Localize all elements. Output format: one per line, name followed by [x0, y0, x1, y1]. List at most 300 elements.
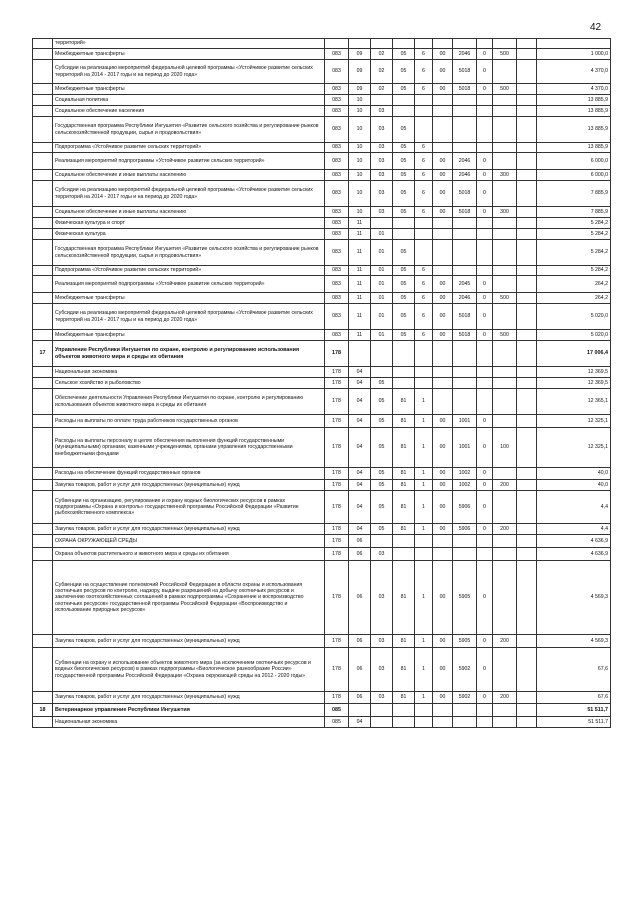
table-row — [33, 293, 611, 304]
table-row — [33, 39, 611, 49]
cell-d: 81 — [393, 480, 415, 491]
cell-f: 00 — [433, 428, 453, 468]
cell-g — [453, 266, 477, 276]
cell-a: 178 — [325, 389, 349, 415]
cell-e — [415, 240, 433, 266]
cell-amount: 51 511,7 — [537, 704, 611, 717]
cell-b: 06 — [349, 635, 371, 648]
cell-g: 2046 — [453, 293, 477, 304]
cell-j — [517, 153, 537, 170]
cell-d: 81 — [393, 468, 415, 480]
cell-c: 05 — [371, 524, 393, 535]
cell-j — [517, 181, 537, 207]
cell-a: 083 — [325, 293, 349, 304]
cell-d: 05 — [393, 276, 415, 293]
cell-f: 00 — [433, 415, 453, 428]
cell-i — [493, 181, 517, 207]
cell-no: 18 — [33, 704, 53, 717]
table-row — [33, 276, 611, 293]
cell-amount: 4 636,9 — [537, 535, 611, 548]
cell-a: 083 — [325, 95, 349, 106]
cell-f — [433, 389, 453, 415]
cell-a: 083 — [325, 84, 349, 95]
cell-c — [371, 39, 393, 49]
cell-amount: 5 284,2 — [537, 266, 611, 276]
cell-j — [517, 524, 537, 535]
cell-name: Субвенции на охрану и использование объектов животного мира (за исключением охотничьих ресурсов и водных биологических ресурсов) в рамках подпрограммы «Биологическое разнообразие России» государственной программы Российской Федерации «Охрана окружающей среды на 2012 - 2020 годы» — [53, 648, 325, 692]
cell-j — [517, 304, 537, 330]
cell-i: 500 — [493, 293, 517, 304]
cell-no — [33, 170, 53, 181]
cell-g — [453, 143, 477, 153]
cell-name: Субсидии на реализацию мероприятий федеральной целевой программы «Устойчивое развитие сельских территорий на 2014 - 2017 годы и на период до 2020 года» — [53, 304, 325, 330]
cell-e: 6 — [415, 60, 433, 84]
cell-e: 1 — [415, 428, 433, 468]
cell-j — [517, 49, 537, 60]
cell-c — [371, 717, 393, 728]
cell-c: 01 — [371, 229, 393, 240]
cell-c: 05 — [371, 428, 393, 468]
cell-name: Обеспечение деятельности Управления Республики Ингушетия по охране, контролю и регулированию использования объектов животного мира и среды их обитания — [53, 389, 325, 415]
cell-i — [493, 378, 517, 389]
cell-h: 0 — [477, 84, 493, 95]
cell-name: Реализация мероприятий подпрограммы «Устойчивое развитие сельских территорий» — [53, 153, 325, 170]
cell-e: 6 — [415, 153, 433, 170]
cell-amount: 4 569,3 — [537, 561, 611, 635]
cell-i — [493, 389, 517, 415]
cell-i — [493, 548, 517, 561]
cell-d: 81 — [393, 415, 415, 428]
table-body — [33, 39, 611, 728]
cell-f: 00 — [433, 84, 453, 95]
cell-b: 10 — [349, 95, 371, 106]
cell-name: Закупка товаров, работ и услуг для государственных (муниципальных) нужд — [53, 692, 325, 704]
cell-d: 81 — [393, 389, 415, 415]
cell-e — [415, 548, 433, 561]
cell-a: 083 — [325, 276, 349, 293]
table-row — [33, 229, 611, 240]
cell-g — [453, 535, 477, 548]
cell-e: 6 — [415, 293, 433, 304]
cell-b: 11 — [349, 240, 371, 266]
cell-e: 6 — [415, 49, 433, 60]
cell-i: 300 — [493, 207, 517, 218]
cell-e: 6 — [415, 276, 433, 293]
cell-j — [517, 535, 537, 548]
cell-amount: 40,0 — [537, 468, 611, 480]
cell-i: 500 — [493, 330, 517, 341]
cell-no — [33, 468, 53, 480]
cell-no — [33, 524, 53, 535]
cell-b: 04 — [349, 717, 371, 728]
cell-amount: 264,2 — [537, 293, 611, 304]
cell-e — [415, 378, 433, 389]
cell-no — [33, 428, 53, 468]
cell-amount: 4,4 — [537, 491, 611, 524]
cell-f: 00 — [433, 330, 453, 341]
cell-no — [33, 39, 53, 49]
cell-a: 178 — [325, 635, 349, 648]
cell-a: 178 — [325, 378, 349, 389]
cell-i — [493, 717, 517, 728]
cell-amount: 5 020,0 — [537, 304, 611, 330]
cell-j — [517, 378, 537, 389]
cell-h: 0 — [477, 561, 493, 635]
cell-g: 5018 — [453, 304, 477, 330]
cell-h: 0 — [477, 276, 493, 293]
cell-d — [393, 535, 415, 548]
page-number: 42 — [590, 22, 602, 33]
cell-c: 01 — [371, 266, 393, 276]
cell-e: 6 — [415, 170, 433, 181]
cell-b — [349, 39, 371, 49]
cell-h: 0 — [477, 480, 493, 491]
cell-amount: 4 370,0 — [537, 60, 611, 84]
cell-b: 04 — [349, 480, 371, 491]
cell-amount: 12 325,1 — [537, 415, 611, 428]
cell-f: 00 — [433, 468, 453, 480]
cell-name: Управление Республики Ингушетия по охране, контролю и регулированию использования объектов животного мира и среды их обитания — [53, 341, 325, 367]
cell-a — [325, 39, 349, 49]
cell-g: 1002 — [453, 468, 477, 480]
cell-g — [453, 39, 477, 49]
cell-b: 10 — [349, 207, 371, 218]
cell-d — [393, 95, 415, 106]
cell-a: 083 — [325, 153, 349, 170]
cell-e: 1 — [415, 389, 433, 415]
budget-table — [32, 38, 611, 728]
cell-no — [33, 84, 53, 95]
table-row — [33, 561, 611, 635]
cell-j — [517, 330, 537, 341]
cell-j — [517, 367, 537, 378]
cell-i — [493, 229, 517, 240]
cell-d — [393, 704, 415, 717]
cell-name: Социальное обеспечение и иные выплаты населению — [53, 207, 325, 218]
cell-h: 0 — [477, 49, 493, 60]
table-row — [33, 181, 611, 207]
cell-j — [517, 266, 537, 276]
cell-amount: 40,0 — [537, 480, 611, 491]
cell-a: 083 — [325, 106, 349, 117]
cell-h — [477, 240, 493, 266]
cell-name: Межбюджетные трансферты — [53, 84, 325, 95]
cell-b: 04 — [349, 468, 371, 480]
cell-c: 01 — [371, 330, 393, 341]
cell-i: 100 — [493, 428, 517, 468]
cell-b: 11 — [349, 229, 371, 240]
cell-e — [415, 106, 433, 117]
cell-h: 0 — [477, 468, 493, 480]
cell-h: 0 — [477, 293, 493, 304]
cell-i — [493, 266, 517, 276]
cell-e: 1 — [415, 468, 433, 480]
cell-name: Подпрограмма «Устойчивое развитие сельских территорий» — [53, 266, 325, 276]
cell-name: Социальное обеспечение и иные выплаты населению — [53, 170, 325, 181]
cell-f — [433, 143, 453, 153]
cell-e — [415, 95, 433, 106]
cell-amount: 12 325,1 — [537, 428, 611, 468]
cell-j — [517, 143, 537, 153]
cell-g — [453, 548, 477, 561]
cell-c: 02 — [371, 84, 393, 95]
cell-f: 00 — [433, 648, 453, 692]
cell-f — [433, 229, 453, 240]
cell-j — [517, 561, 537, 635]
cell-d: 05 — [393, 60, 415, 84]
cell-j — [517, 491, 537, 524]
cell-c: 03 — [371, 207, 393, 218]
table-row — [33, 218, 611, 229]
cell-b: 11 — [349, 218, 371, 229]
cell-no — [33, 415, 53, 428]
cell-name: Социальное обеспечение населения — [53, 106, 325, 117]
cell-j — [517, 717, 537, 728]
cell-d — [393, 39, 415, 49]
cell-d: 81 — [393, 648, 415, 692]
cell-j — [517, 428, 537, 468]
cell-a: 178 — [325, 415, 349, 428]
cell-h: 0 — [477, 330, 493, 341]
cell-g: 5018 — [453, 181, 477, 207]
cell-d: 05 — [393, 304, 415, 330]
cell-amount: 12 369,5 — [537, 367, 611, 378]
cell-j — [517, 692, 537, 704]
cell-h: 0 — [477, 635, 493, 648]
cell-no — [33, 648, 53, 692]
cell-amount: 7 885,9 — [537, 181, 611, 207]
cell-no — [33, 95, 53, 106]
cell-e: 6 — [415, 304, 433, 330]
cell-i — [493, 648, 517, 692]
cell-name: Государственная программа Республики Ингушетия «Развитие сельского хозяйства и регулирование рынков сельскохозяйственной продукции, сырья и продовольствия» — [53, 117, 325, 143]
cell-a: 178 — [325, 491, 349, 524]
cell-b: 11 — [349, 304, 371, 330]
table-row — [33, 428, 611, 468]
cell-b: 10 — [349, 153, 371, 170]
cell-a: 083 — [325, 304, 349, 330]
cell-c: 01 — [371, 304, 393, 330]
cell-c: 03 — [371, 106, 393, 117]
cell-a: 083 — [325, 266, 349, 276]
cell-d — [393, 367, 415, 378]
cell-i — [493, 143, 517, 153]
cell-e: 1 — [415, 491, 433, 524]
cell-h: 0 — [477, 181, 493, 207]
cell-j — [517, 548, 537, 561]
cell-j — [517, 170, 537, 181]
cell-d: 81 — [393, 692, 415, 704]
cell-b: 11 — [349, 293, 371, 304]
cell-no — [33, 480, 53, 491]
table-row — [33, 648, 611, 692]
cell-e — [415, 218, 433, 229]
cell-c: 05 — [371, 480, 393, 491]
cell-f — [433, 240, 453, 266]
cell-name: Межбюджетные трансферты — [53, 293, 325, 304]
cell-b: 06 — [349, 535, 371, 548]
cell-i — [493, 415, 517, 428]
cell-no — [33, 181, 53, 207]
cell-d: 05 — [393, 266, 415, 276]
cell-no — [33, 218, 53, 229]
cell-f: 00 — [433, 692, 453, 704]
cell-h — [477, 704, 493, 717]
cell-d: 05 — [393, 49, 415, 60]
cell-no — [33, 117, 53, 143]
cell-b: 11 — [349, 276, 371, 293]
cell-h: 0 — [477, 491, 493, 524]
cell-h: 0 — [477, 428, 493, 468]
cell-d — [393, 229, 415, 240]
cell-e — [415, 341, 433, 367]
table-row — [33, 143, 611, 153]
cell-a: 085 — [325, 704, 349, 717]
cell-d — [393, 218, 415, 229]
cell-e: 6 — [415, 143, 433, 153]
cell-i: 200 — [493, 635, 517, 648]
cell-h: 0 — [477, 524, 493, 535]
cell-j — [517, 276, 537, 293]
cell-amount: 51 511,7 — [537, 717, 611, 728]
cell-f: 00 — [433, 561, 453, 635]
cell-b: 04 — [349, 367, 371, 378]
table-row — [33, 266, 611, 276]
cell-c: 05 — [371, 415, 393, 428]
cell-a: 083 — [325, 117, 349, 143]
cell-b: 06 — [349, 692, 371, 704]
cell-c: 05 — [371, 389, 393, 415]
cell-b: 04 — [349, 415, 371, 428]
cell-name: Субсидии на реализацию мероприятий федеральной целевой программы «Устойчивое развитие сельских территорий на 2014 - 2017 годы и на период до 2020 года» — [53, 181, 325, 207]
cell-a: 178 — [325, 468, 349, 480]
cell-g: 5905 — [453, 635, 477, 648]
cell-name: Подпрограмма «Устойчивое развитие сельских территорий» — [53, 143, 325, 153]
cell-g — [453, 240, 477, 266]
cell-name: ОХРАНА ОКРУЖАЮЩЕЙ СРЕДЫ — [53, 535, 325, 548]
table-row — [33, 49, 611, 60]
cell-no — [33, 378, 53, 389]
cell-g: 5018 — [453, 207, 477, 218]
cell-b: 09 — [349, 60, 371, 84]
cell-i — [493, 341, 517, 367]
cell-j — [517, 415, 537, 428]
cell-f — [433, 535, 453, 548]
cell-no — [33, 153, 53, 170]
cell-c: 03 — [371, 561, 393, 635]
table-row — [33, 524, 611, 535]
cell-a: 178 — [325, 548, 349, 561]
cell-amount: 4 636,9 — [537, 548, 611, 561]
cell-name: Физическая культура — [53, 229, 325, 240]
cell-j — [517, 229, 537, 240]
cell-j — [517, 648, 537, 692]
cell-d: 05 — [393, 117, 415, 143]
cell-e: 1 — [415, 648, 433, 692]
cell-d: 81 — [393, 561, 415, 635]
cell-h — [477, 389, 493, 415]
cell-no — [33, 389, 53, 415]
cell-a: 178 — [325, 524, 349, 535]
cell-name: территорий» — [53, 39, 325, 49]
cell-c: 05 — [371, 491, 393, 524]
cell-amount: 17 006,4 — [537, 341, 611, 367]
table-row — [33, 468, 611, 480]
cell-no — [33, 717, 53, 728]
cell-g: 5902 — [453, 692, 477, 704]
cell-name: Субвенции на организацию, регулирование и охрану водных биологических ресурсов в рамках подпрограммы «Охрана и контроль» государственной программы Российской Федерации «Развитие рыбохозяйственного комплекса» — [53, 491, 325, 524]
cell-i — [493, 218, 517, 229]
cell-j — [517, 60, 537, 84]
cell-i — [493, 106, 517, 117]
cell-c: 03 — [371, 635, 393, 648]
cell-i — [493, 704, 517, 717]
cell-g — [453, 717, 477, 728]
cell-e: 1 — [415, 561, 433, 635]
cell-e: 1 — [415, 635, 433, 648]
cell-amount: 13 885,9 — [537, 95, 611, 106]
cell-b: 10 — [349, 117, 371, 143]
cell-g — [453, 389, 477, 415]
cell-no — [33, 276, 53, 293]
table-row — [33, 60, 611, 84]
cell-a: 178 — [325, 535, 349, 548]
cell-name: Национальная экономика — [53, 717, 325, 728]
cell-i — [493, 60, 517, 84]
cell-e — [415, 704, 433, 717]
cell-g: 2045 — [453, 276, 477, 293]
table-row — [33, 692, 611, 704]
cell-d: 05 — [393, 170, 415, 181]
cell-amount: 4,4 — [537, 524, 611, 535]
cell-b: 11 — [349, 266, 371, 276]
cell-e: 1 — [415, 415, 433, 428]
cell-j — [517, 468, 537, 480]
cell-i: 200 — [493, 480, 517, 491]
cell-no — [33, 60, 53, 84]
cell-c — [371, 341, 393, 367]
cell-d: 05 — [393, 143, 415, 153]
cell-c: 05 — [371, 378, 393, 389]
cell-f — [433, 117, 453, 143]
cell-d: 81 — [393, 491, 415, 524]
cell-c: 03 — [371, 117, 393, 143]
table-row — [33, 378, 611, 389]
cell-d — [393, 548, 415, 561]
cell-h — [477, 39, 493, 49]
cell-g: 5906 — [453, 524, 477, 535]
cell-c: 03 — [371, 170, 393, 181]
cell-b: 10 — [349, 143, 371, 153]
cell-b: 06 — [349, 561, 371, 635]
cell-no — [33, 143, 53, 153]
cell-e: 1 — [415, 692, 433, 704]
cell-b: 10 — [349, 170, 371, 181]
cell-name: Закупка товаров, работ и услуг для государственных (муниципальных) нужд — [53, 480, 325, 491]
cell-d — [393, 378, 415, 389]
cell-e — [415, 39, 433, 49]
cell-f — [433, 95, 453, 106]
cell-j — [517, 84, 537, 95]
cell-f: 00 — [433, 524, 453, 535]
cell-b: 04 — [349, 524, 371, 535]
table-row — [33, 491, 611, 524]
cell-name: Сельское хозяйство и рыболовство — [53, 378, 325, 389]
cell-amount: 5 284,2 — [537, 218, 611, 229]
cell-a: 083 — [325, 218, 349, 229]
cell-name: Расходы на обеспечение функций государственных органов — [53, 468, 325, 480]
cell-i — [493, 240, 517, 266]
